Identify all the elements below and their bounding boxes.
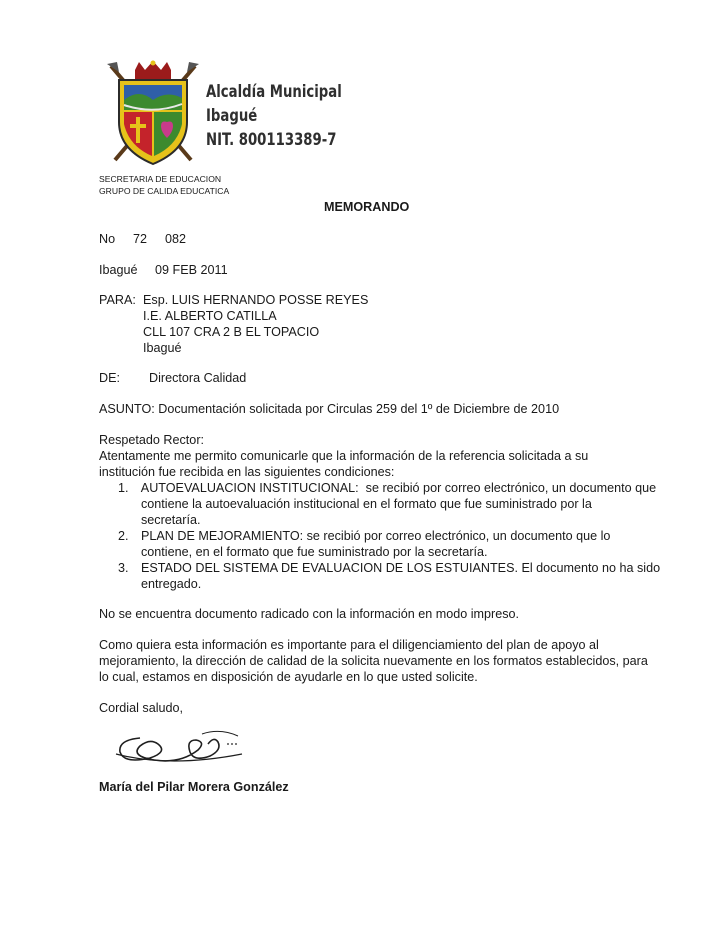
document-title: MEMORANDO xyxy=(324,200,410,214)
list-item-line: secretaría. xyxy=(141,513,201,527)
department-line-2: GRUPO DE CALIDA EDUCATICA xyxy=(99,186,230,196)
municipal-coat-of-arms xyxy=(105,60,201,168)
list-item-number: 2. xyxy=(118,529,129,543)
intro-line-2: institución fue recibida en las siguientes condiciones: xyxy=(99,465,395,479)
paragraph-request-line-3: lo cual, estamos en disposición de ayudarle en lo que usted solicite. xyxy=(99,670,478,684)
memo-number-part-2: 082 xyxy=(165,232,187,246)
recipient-line-2: I.E. ALBERTO CATILLA xyxy=(143,309,277,323)
de-label: DE: xyxy=(99,371,120,385)
list-item-line: contiene la autoevaluación institucional en el formato que fue suministrado por la xyxy=(141,497,592,511)
list-item-line: contiene, en el formato que fue suministrado por la secretaría. xyxy=(141,545,488,559)
department-line-1: SECRETARIA DE EDUCACION xyxy=(99,174,222,184)
org-nit-line: NIT. 800113389-7 xyxy=(206,130,337,150)
memo-number-label: No xyxy=(99,232,116,246)
signatory-name: María del Pilar Morera González xyxy=(99,780,289,794)
sender-value: Directora Calidad xyxy=(149,371,247,385)
list-item-number: 1. xyxy=(118,481,129,495)
list-item-line: ESTADO DEL SISTEMA DE EVALUACION DE LOS ESTUIANTES. El documento no ha sido xyxy=(141,561,661,575)
intro-line-1: Atentamente me permito comunicarle que la información de la referencia solicitada a su xyxy=(99,449,589,463)
city: Ibagué xyxy=(99,263,138,277)
recipient-line-1: Esp. LUIS HERNANDO POSSE REYES xyxy=(143,293,369,307)
subject-line: ASUNTO: Documentación solicitada por Circulas 259 del 1º de Diciembre de 2010 xyxy=(99,402,560,416)
memo-number-part-1: 72 xyxy=(133,232,148,246)
salutation: Respetado Rector: xyxy=(99,433,205,447)
handwritten-signature xyxy=(110,724,245,772)
closing: Cordial saludo, xyxy=(99,701,184,715)
paragraph-request-line-1: Como quiera esta información es importante para el diligenciamiento del plan de apoyo al xyxy=(99,638,599,652)
paragraph-no-document: No se encuentra documento radicado con la información en modo impreso. xyxy=(99,607,520,621)
recipient-line-3: CLL 107 CRA 2 B EL TOPACIO xyxy=(143,325,320,339)
list-item-line: entregado. xyxy=(141,577,202,591)
list-item-number: 3. xyxy=(118,561,129,575)
list-item-line: PLAN DE MEJORAMIENTO: se recibió por correo electrónico, un documento que lo xyxy=(141,529,611,543)
paragraph-request-line-2: mejoramiento, la dirección de calidad de la solicita nuevamente en los formatos establecidos, para xyxy=(99,654,648,668)
org-name-line-2: Ibagué xyxy=(206,106,258,126)
para-label: PARA: xyxy=(99,293,136,307)
org-name-line-1: Alcaldía Municipal xyxy=(206,82,342,102)
recipient-line-4: Ibagué xyxy=(143,341,182,355)
memo-date: 09 FEB 2011 xyxy=(155,263,228,277)
list-item-line: AUTOEVALUACION INSTITUCIONAL: se recibió por correo electrónico, un documento que xyxy=(138,481,657,495)
